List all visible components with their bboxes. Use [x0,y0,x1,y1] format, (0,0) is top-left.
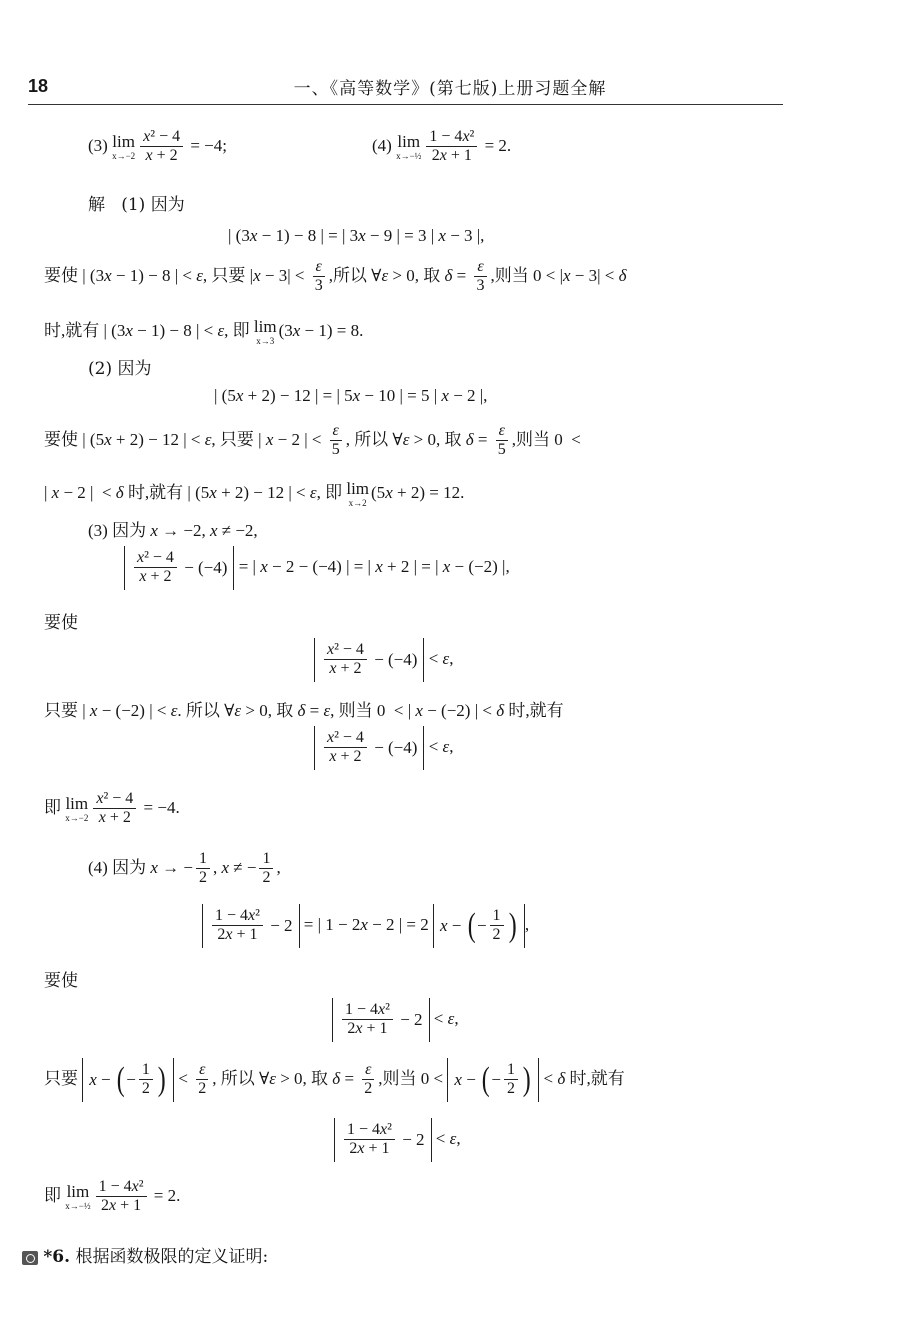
line-2b: 要使 | (5x + 2) − 12 | < ε, 只要 | x − 2 | < $\frac{\varepsilon}{5}$ , 所以 ∀ε > 0, 取 δ = $\frac{\varepsilon}{5}$ ,则当 0 < [44,422,581,459]
problem-4-statement: (4) lim x→−½ $\frac{\text{1 − 4x²}}{2x + 1}$ = 2. [372,128,512,165]
solution-2-heading: (2) 因为 [88,359,152,379]
solution-4-heading: (4) 因为 x → − $\frac{1}{2}$ , x ≠ − $\frac{1}{2}$ , [88,850,281,887]
line-4c: 只要 x − ( − $\frac{1}{2}$ ) < $\frac{\varepsilon}{2}$ , 所以 ∀ε > 0, 取 δ = $\frac{\varepsilon}{2}$ ,则当 0 < x − ( − $\frac{1}{2}$ ) < δ 时,就有 [44,1058,625,1102]
line-4-yaoshi: 要使 [44,971,78,991]
line-4e: 即 lim x→−½ $\frac{\text{1 − 4x²}}{2x + 1}$ = 2. [44,1178,181,1215]
solution-heading: 解 (1) 因为 [88,195,185,215]
line-3c: 只要 | x − (−2) | < ε. 所以 ∀ε > 0, 取 δ = ε, 则当 0 < | x − (−2) | < δ 时,就有 [44,701,564,720]
search-icon [22,1251,38,1265]
eq-3d: $\frac{\text{x² − 4}}{x + 2}$ − (−4) < ε, [314,726,453,770]
page-number: 18 [28,76,49,96]
section-text: 根据函数极限的定义证明: [75,1247,269,1267]
solution-3-heading: (3) 因为 x → −2, x ≠ −2, [88,521,258,540]
header-rule [28,104,783,105]
line-3e: 即 lim x→−2 $\frac{\text{x² − 4}}{x + 2}$ = −4. [44,790,180,827]
line-1b: 要使 | (3x − 1) − 8 | < ε, 只要 |x − 3| < $\frac{\varepsilon}{3}$ ,所以 ∀ε > 0, 取 δ = $\frac{\varepsilon}{3}$ ,则当 0 < |x − 3| < δ [44,258,627,295]
eq-3a: $\frac{\text{x² − 4}}{x + 2}$ − (−4) = | x − 2 − (−4) | = | x + 2 | = | x − (−2) |, [124,546,510,590]
section-6 [22,1242,268,1267]
eq-3b: $\frac{\text{x² − 4}}{x + 2}$ − (−4) < ε, [314,638,453,682]
eq-2a: | (5x + 2) − 12 | = | 5x − 10 | = 5 | x − 2 |, [214,386,488,405]
eq-4a: $\frac{\text{1 − 4x²}}{2x + 1}$ − 2 = | 1 − 2x − 2 | = 2 x − ( − $\frac{1}{2}$ ) , [202,904,529,948]
eq-4b: $\frac{\text{1 − 4x²}}{2x + 1}$ − 2 < ε, [332,998,459,1042]
line-3-yaoshi: 要使 [44,613,78,633]
running-title: 一、《高等数学》(第七版)上册习题全解 [293,79,607,99]
section-label: *6. [43,1247,71,1267]
problem-3-statement: (3) lim x→−2 $\frac{\text{x² − 4}}{x + 2}$ = −4; [88,128,227,165]
eq-4d: $\frac{\text{1 − 4x²}}{2x + 1}$ − 2 < ε, [334,1118,461,1162]
eq-1a: | (3x − 1) − 8 | = | 3x − 9 | = 3 | x − 3 |, [228,226,485,245]
line-1c: 时,就有 | (3x − 1) − 8 | < ε, 即 lim x→3 (3x − 1) = 8. [44,317,364,347]
line-2c: | x − 2 | < δ 时,就有 | (5x + 2) − 12 | < ε, 即 lim x→2 (5x + 2) = 12. [44,479,465,509]
